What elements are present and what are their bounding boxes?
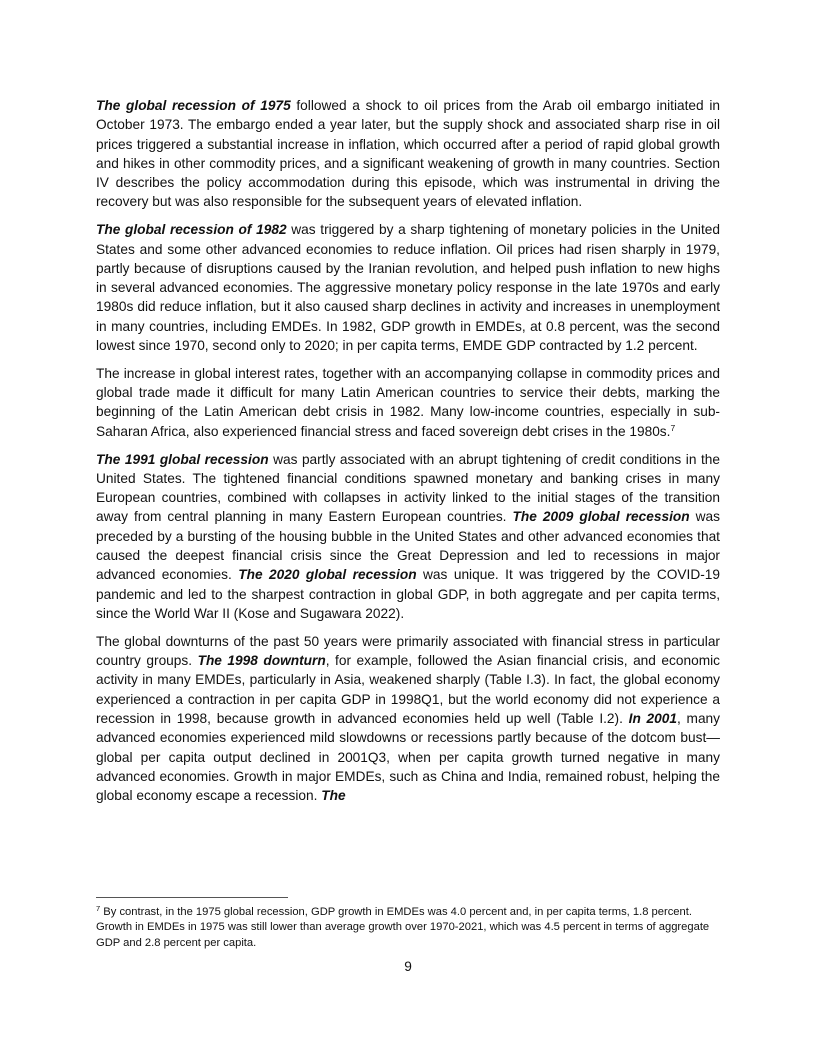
paragraph-text: , many advanced economies experienced mild slowdowns or recessions partly because of the dotcom bust—global per capita output declined in 2001Q3, when per capita growth turned negative in many advanced economies. Growth in major EMDEs, such as China and India, remained robust, helping the global economy escape a recession.: [96, 710, 721, 804]
footnote-7: [96, 905, 720, 951]
footnote-reference[interactable]: 7: [670, 422, 676, 433]
paragraph-text: was unique. It was triggered by the COVID-19 pandemic and led to the sharpest contraction in global GDP, in both aggregate and per capita terms, since the World War II (Kose and Sugawara 2022).: [96, 567, 720, 621]
footnote-number: 7: [96, 904, 101, 913]
lead-1975: The global recession of 1975: [96, 98, 291, 113]
page-number: 9: [404, 959, 412, 974]
paragraph-text: The increase in global interest rates, together with an accompanying collapse in commodity prices and global trade made it difficult for many Latin American countries to service their debts, marking the beginning of the Latin American debt crisis in 1982. Many low-income countries, especially in sub-Saharan Africa, also experienced financial stress and faced sovereign debt crises in the 1980s.: [96, 365, 720, 439]
paragraph-1991-2009-2020-recessions: [96, 450, 720, 624]
paragraph-text: was triggered by a sharp tightening of monetary policies in the United States and some other advanced economies to reduce inflation. Oil prices had risen sharply in 1979, partly because of disruptions caused by the Iranian revolution, and helped push inflation to new highs in several advanced economies. The aggressive monetary policy response in the late 1970s and early 1980s did reduce inflation, but it also caused sharp declines in activity and increases in unemployment in many countries, including EMDEs. In 1982, GDP growth in EMDEs, at 0.8 percent, was the second lowest since 1970, second only to 2020; in per capita terms, EMDE GDP contracted by 1.2 percent.: [96, 222, 720, 354]
document-body: [96, 96, 720, 814]
paragraph-debt-crisis: [96, 364, 720, 441]
lead-2020: The 2020 global recession: [238, 567, 417, 583]
paragraph-text: was partly associated with an abrupt tightening of credit conditions in the United States. The tightened financial conditions spawned monetary and banking crises in many European countries, combined with collapses in activity linked to the initial stages of the transition away from central planning in many Eastern European countries.: [96, 451, 720, 525]
paragraph-text: followed a shock to oil prices from the Arab oil embargo initiated in October 1973. The embargo ended a year later, but the supply shock and associated sharp rise in oil prices triggered a substantial increase in inflation, which occurred after a period of rapid global growth and hikes in other commodity prices, and a significant weakening of growth in many countries. Section IV describes the policy accommodation during this episode, which was instrumental in driving the recovery but was also responsible for the subsequent years of elevated inflation.: [96, 98, 720, 210]
footnote-text: By contrast, in the 1975 global recession, GDP growth in EMDEs was 4.0 percent and, in per capita terms, 1.8 percent. Growth in EMDEs in 1975 was still lower than average growth over 1970-2021, which was 4.5 percent in terms of aggregate GDP and 2.8 percent per capita.: [96, 906, 710, 949]
lead-1982: The global recession of 1982: [96, 222, 287, 238]
paragraph-1975-recession: [96, 96, 720, 212]
paragraph-text: The global downturns of the past 50 years were primarily associated with financial stress in particular country groups.: [96, 633, 720, 669]
paragraph-text: , for example, followed the Asian financial crisis, and economic activity in many EMDEs, particularly in Asia, weakened sharply (Table I.3). In fact, the global economy experienced a contraction in per capita GDP in 1998Q1, but the world economy did not experience a recession in 1998, because growth in advanced economies held up well (Table I.2).: [96, 653, 720, 726]
paragraph-text: was preceded by a bursting of the housing bubble in the United States and other advanced economies that caused the deepest financial crisis since the Great Depression and led to recessions in major advanced economies.: [96, 509, 720, 583]
lead-1998: The 1998 downturn: [197, 653, 326, 669]
lead-2009: The 2009 global recession: [512, 509, 690, 525]
footnote-divider: [96, 897, 288, 898]
lead-1991: The 1991 global recession: [96, 451, 269, 467]
lead-the: The: [321, 788, 346, 804]
paragraph-1982-recession: [96, 220, 720, 355]
paragraph-downturns: [96, 632, 720, 806]
lead-2001: In 2001: [628, 710, 677, 726]
